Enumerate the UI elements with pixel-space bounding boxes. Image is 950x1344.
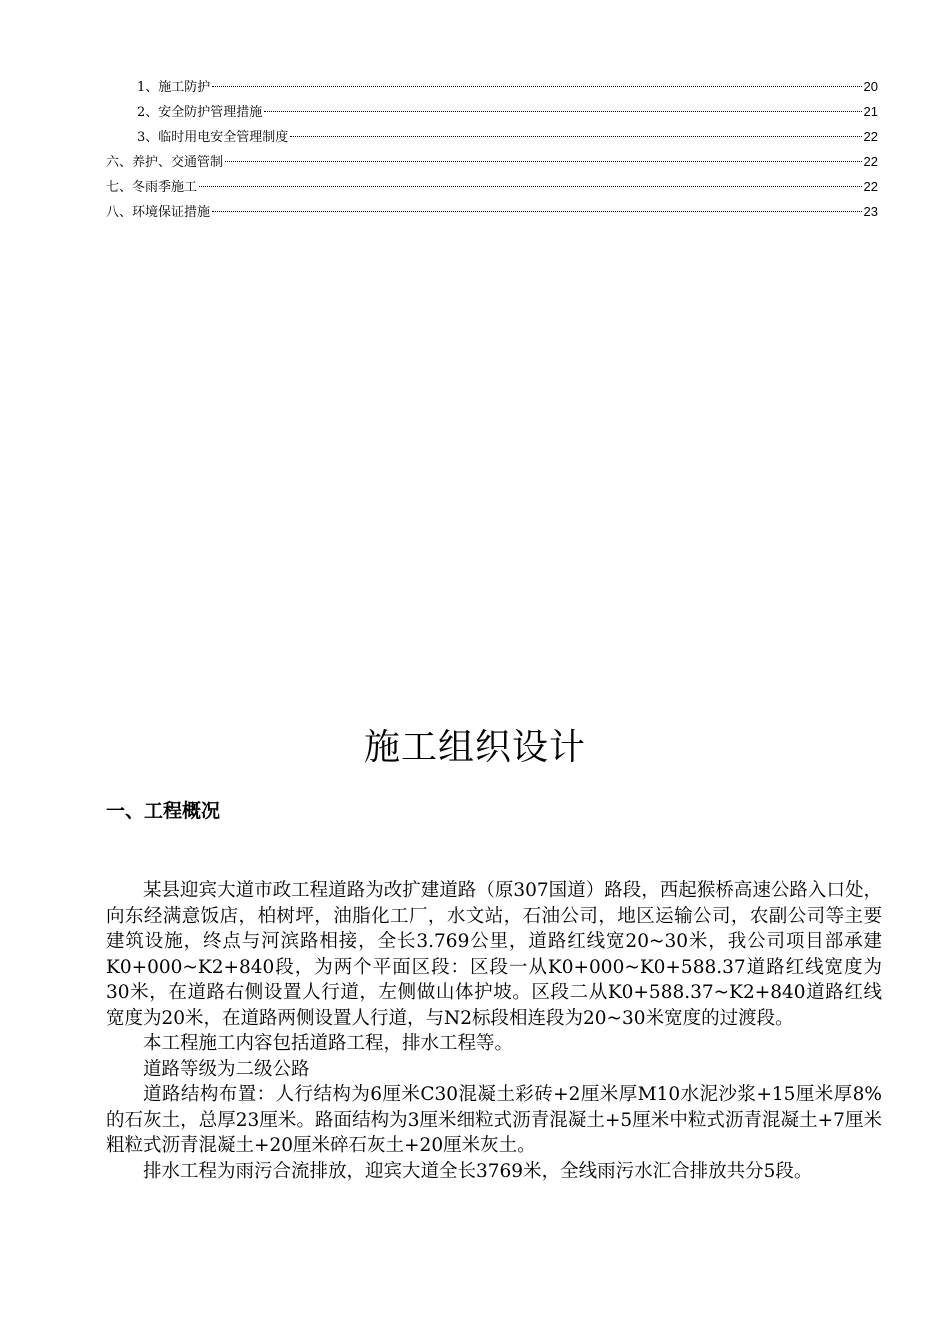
toc-entry-page: 22 <box>863 179 878 194</box>
toc-entry-label: 七、冬雨季施工 <box>106 180 198 195</box>
paragraph-drainage: 排水工程为雨污合流排放，迎宾大道全长3769米，全线雨污水汇合排放共分5段。 <box>143 1160 813 1182</box>
paragraph-construction-scope: 本工程施工内容包括道路工程，排水工程等。 <box>143 1033 514 1054</box>
paragraph-project-overview: 某县迎宾大道市政工程道路为改扩建道路（原307国道）路段，西起猴桥高速公路入口处，向东经满意饭店，柏树坪，油脂化工厂，水文站，石油公司，地区运输公司，农副公司等主要建筑设施，终点与河滨路相接，全长3.769公里，道路红线宽20~30米，我公司项目部承建K0+000~K2+840段，为两个平面区段：区段一从K0+000~K0+588.37道路红线宽度为30米，在道路右侧设置人行道，左侧做山体护坡。区段二从K0+588.37~K2+840道路红线宽度为20米，在道路两侧设置人行道，与N2标段相连段为20~30米宽度的过渡段。 <box>106 880 882 1029</box>
paragraph-road-structure: 道路结构布置：人行结构为6厘米C30混凝土彩砖+2厘米厚M10水泥沙浆+15厘米厚8%的石灰土，总厚23厘米。路面结构为3厘米细粒式沥青混凝土+5厘米中粒式沥青混凝土+7厘米粗粒式沥青混凝土+20厘米碎石灰土+20厘米灰土。 <box>106 1084 882 1156</box>
section-heading: 一、工程概况 <box>106 800 221 822</box>
toc-entry-page: 20 <box>863 79 878 94</box>
toc-entry-page: 23 <box>863 204 878 219</box>
toc-entry-label: 1、施工防护 <box>137 80 211 95</box>
toc-leader-dots <box>212 86 861 87</box>
toc-entry-maintenance-traffic[interactable] <box>106 149 878 174</box>
toc-leader-dots <box>290 136 861 137</box>
toc-entry-page: 22 <box>863 129 878 144</box>
toc-entry-winter-rain[interactable] <box>106 174 878 199</box>
toc-entry-page: 22 <box>863 154 878 169</box>
toc-entry-temporary-electricity[interactable] <box>106 124 878 149</box>
toc-entry-label: 八、环境保证措施 <box>106 205 211 220</box>
paragraph-road-grade: 道路等级为二级公路 <box>143 1058 310 1080</box>
toc-entry-construction-protection[interactable] <box>106 74 878 99</box>
toc-entry-environment[interactable] <box>106 199 878 224</box>
table-of-contents <box>106 74 878 224</box>
toc-entry-label: 3、临时用电安全管理制度 <box>137 130 289 145</box>
toc-entry-label: 六、养护、交通管制 <box>106 155 224 170</box>
toc-leader-dots <box>199 186 862 187</box>
toc-entry-page: 21 <box>863 104 878 119</box>
toc-entry-label: 2、安全防护管理措施 <box>137 105 263 120</box>
toc-leader-dots <box>225 161 862 162</box>
toc-leader-dots <box>264 111 861 112</box>
body-text <box>106 878 882 1184</box>
document-title: 施工组织设计 <box>363 727 586 768</box>
toc-entry-safety-measures[interactable] <box>106 99 878 124</box>
toc-leader-dots <box>212 211 862 212</box>
